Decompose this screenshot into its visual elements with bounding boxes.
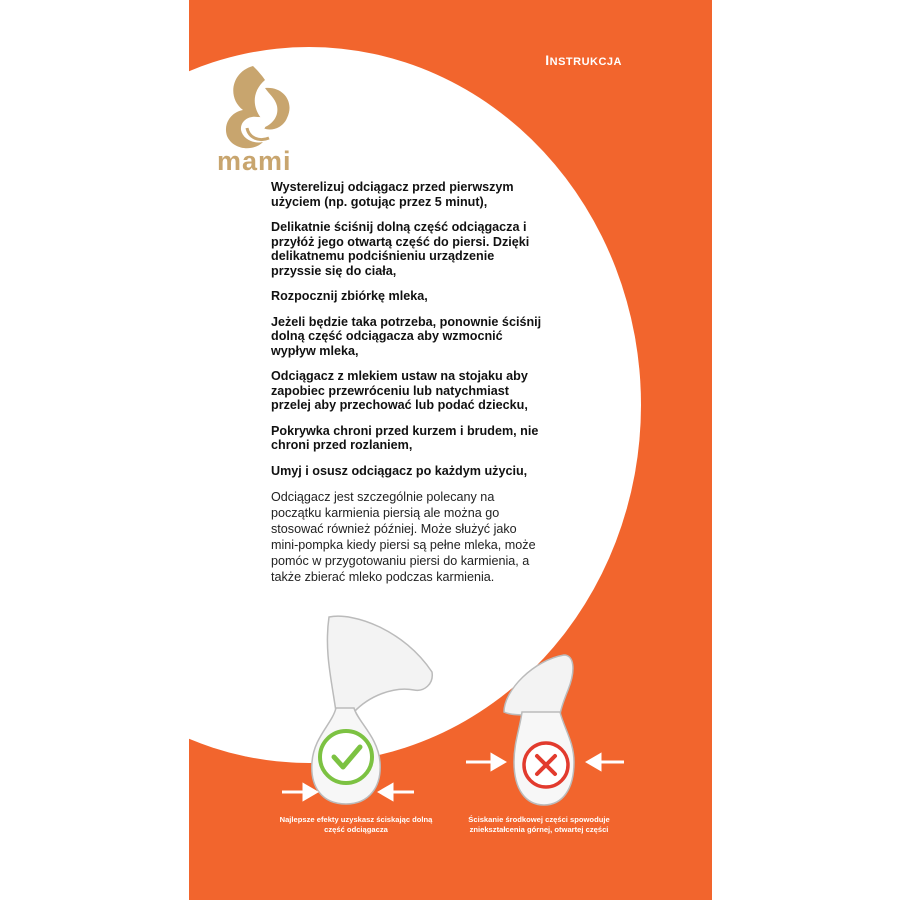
usage-note: Odciągacz jest szczególnie polecany na początku karmienia piersią ale można go stosować również później. Może służyć jako mini-pompka kiedy piersi są pełne mleka, może pomóc w przygotowaniu piersi do karmienia, a także zbierać mleko podczas karmienia. xyxy=(271,490,536,584)
step-7: Umyj i osusz odciągacz po każdym użyciu, xyxy=(271,463,528,478)
step-5: Odciągacz z mlekiem ustaw na stojaku aby zapobiec przewróceniu lub natychmiast przelej aby przechować lub podać dziecku, xyxy=(271,369,528,412)
instructions-content xyxy=(271,180,546,598)
page-title: INSTRUKCJA xyxy=(545,52,622,68)
wrong-usage-caption: Ściskanie środkowej części spowoduje zniekształcenia górnej, otwartej części xyxy=(468,815,610,834)
correct-usage-caption: Najlepsze efekty uzyskasz ściskając dolną część odciągacza xyxy=(279,815,433,834)
brand-name: mami xyxy=(217,146,292,176)
step-1: Wysterelizuj odciągacz przed pierwszym użyciem (np. gotując przez 5 minut), xyxy=(271,180,514,209)
correct-usage-illustration xyxy=(274,612,449,812)
instruction-panel xyxy=(189,0,712,900)
step-3: Rozpocznij zbiórkę mleka, xyxy=(271,289,428,303)
wrong-usage-illustration xyxy=(464,650,629,810)
step-2: Delikatnie ściśnij dolną część odciągacza i przyłóż jego otwartą część do piersi. Dzięki delikatnemu podciśnieniu urządzenie przyssie się do ciała, xyxy=(271,220,530,278)
step-4: Jeżeli będzie taka potrzeba, ponownie ściśnij dolną część odciągacza aby wzmocnić wypływ mleka, xyxy=(271,314,542,358)
step-6: Pokrywka chroni przed kurzem i brudem, nie chroni przed rozlaniem, xyxy=(271,423,539,452)
